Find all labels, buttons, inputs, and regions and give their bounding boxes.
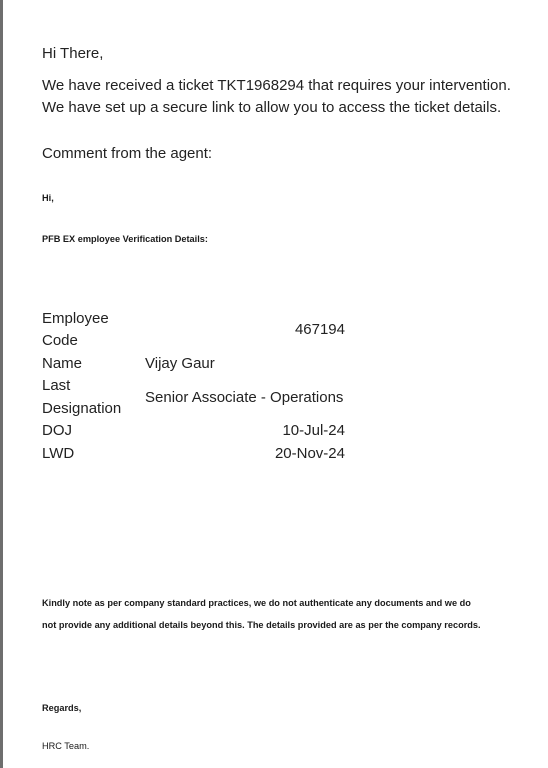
name-label: Name [42, 355, 83, 372]
lwd-label: LWD [42, 445, 75, 462]
employee-code-label-line2: Code [42, 332, 78, 349]
disclaimer-line-1: Kindly note as per company standard practices, we do not authenticate any documents and we do [42, 598, 471, 608]
employee-code-value: 467194 [294, 321, 345, 338]
team-signature: HRC Team. [42, 741, 90, 751]
regards-text: Regards, [42, 703, 82, 713]
designation-label-line2: Designation [42, 400, 122, 417]
verification-heading: PFB EX employee Verification Details: [42, 234, 208, 244]
designation-label-line1: Last [42, 377, 71, 394]
doj-value: 10-Jul-24 [282, 422, 345, 439]
comment-label: Comment from the agent: [42, 145, 213, 162]
doj-label: DOJ [42, 422, 72, 439]
employee-code-label-line1: Employee [42, 310, 109, 327]
name-value: Vijay Gaur [145, 355, 215, 372]
agent-greeting: Hi, [42, 193, 54, 203]
lwd-value: 20-Nov-24 [274, 445, 345, 462]
intro-line-2: We have set up a secure link to allow you to access the ticket details. [42, 99, 502, 116]
intro-line-1: We have received a ticket TKT1968294 that requires your intervention. [42, 77, 511, 94]
greeting-text: Hi There, [42, 45, 104, 62]
designation-value: Senior Associate - Operations [145, 389, 344, 406]
disclaimer-line-2: not provide any additional details beyond this. The details provided are as per the company records. [42, 620, 481, 630]
